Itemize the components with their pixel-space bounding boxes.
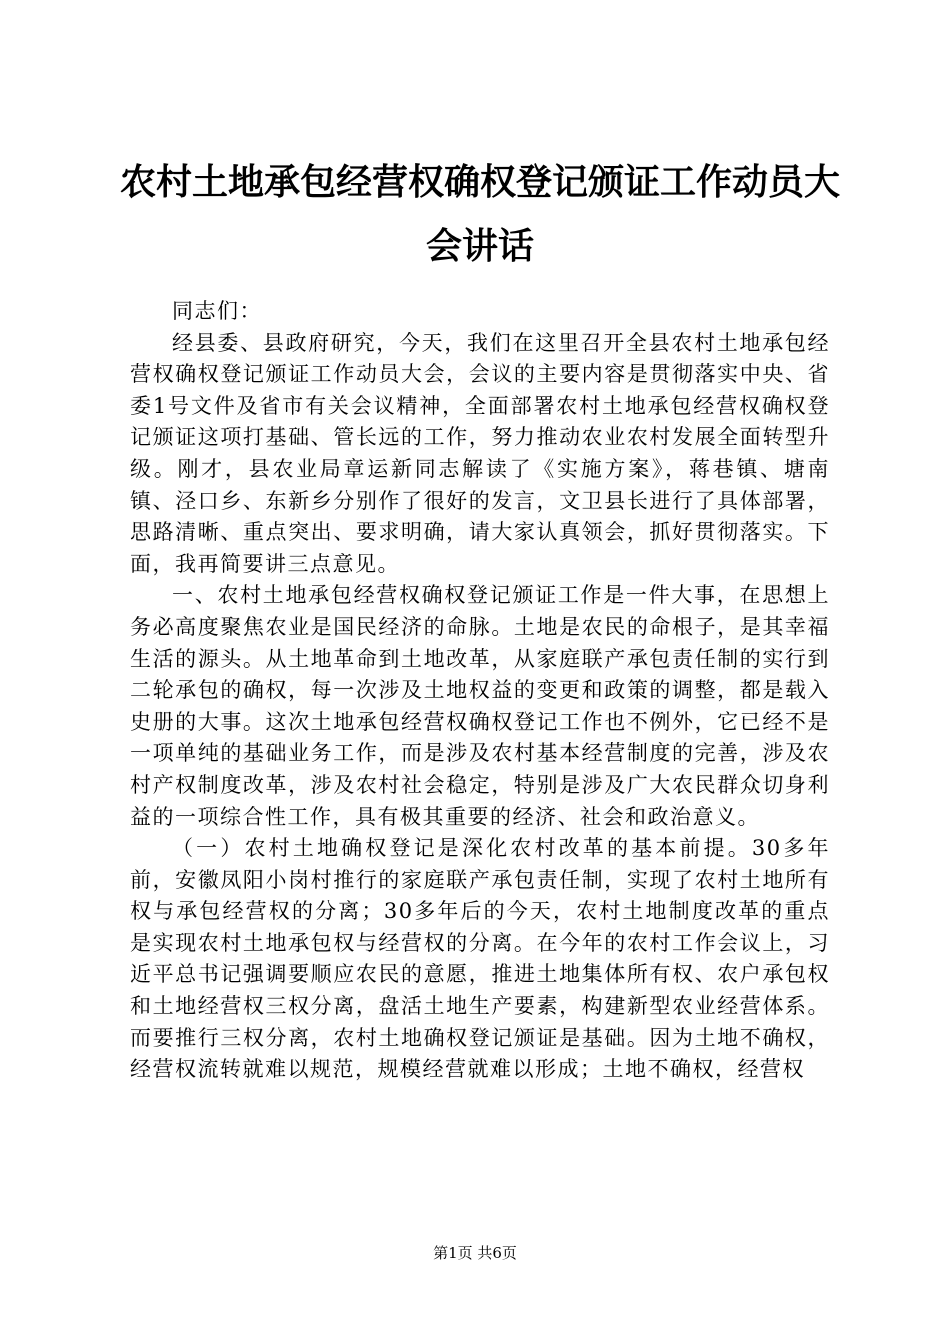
paragraph-3: （一）农村土地确权登记是深化农村改革的基本前提。30多年前，安徽凤阳小岗村推行的家庭联产承包责任制，实现了农村土地所有权与承包经营权的分离；30多年后的今天，农村土地制度改革的重点是实现农村土地承包权与经营权的分离。在今年的农村工作会议上，习近平总书记强调要顺应农民的意愿，推进土地集体所有权、农户承包权和土地经营权三权分离，盘活土地生产要素，构建新型农业经营体系。而要推行三权分离，农村土地确权登记颁证是基础。因为土地不确权，经营权流转就难以规范，规模经营就难以形成；土地不确权，经营权 (130, 836, 830, 1082)
paragraph-2: 一、农村土地承包经营权确权登记颁证工作是一件大事，在思想上务必高度聚焦农业是国民经济的命脉。土地是农民的命根子，是其幸福生活的源头。从土地革命到土地改革，从家庭联产承包责任制的实行到二轮承包的确权，每一次涉及土地权益的变更和政策的调整，都是载入史册的大事。这次土地承包经营权确权登记工作也不例外，它已经不是一项单纯的基础业务工作，而是涉及农村基本经营制度的完善，涉及农村产权制度改革，涉及农村社会稳定，特别是涉及广大农民群众切身利益的一项综合性工作，具有极其重要的经济、社会和政治意义。 (130, 583, 830, 829)
document-title: 农村土地承包经营权确权登记颁证工作动员大会讲话 (120, 161, 841, 267)
document-body (130, 296, 830, 1086)
paragraph-1: 经县委、县政府研究，今天，我们在这里召开全县农村土地承包经营权确权登记颁证工作动员大会，会议的主要内容是贯彻落实中央、省委1号文件及省市有关会议精神，全面部署农村土地承包经营权确权登记颁证这项打基础、管长远的工作，努力推动农业农村发展全面转型升级。刚才，县农业局章运新同志解读了《实施方案》，蒋巷镇、塘南镇、泾口乡、东新乡分别作了很好的发言，文卫县长进行了具体部署，思路清晰、重点突出、要求明确，请大家认真领会，抓好贯彻落实。下面，我再简要讲三点意见。 (130, 330, 830, 576)
page-number-footer: 第1页 共6页 (433, 1244, 517, 1262)
greeting: 同志们： (172, 299, 262, 323)
